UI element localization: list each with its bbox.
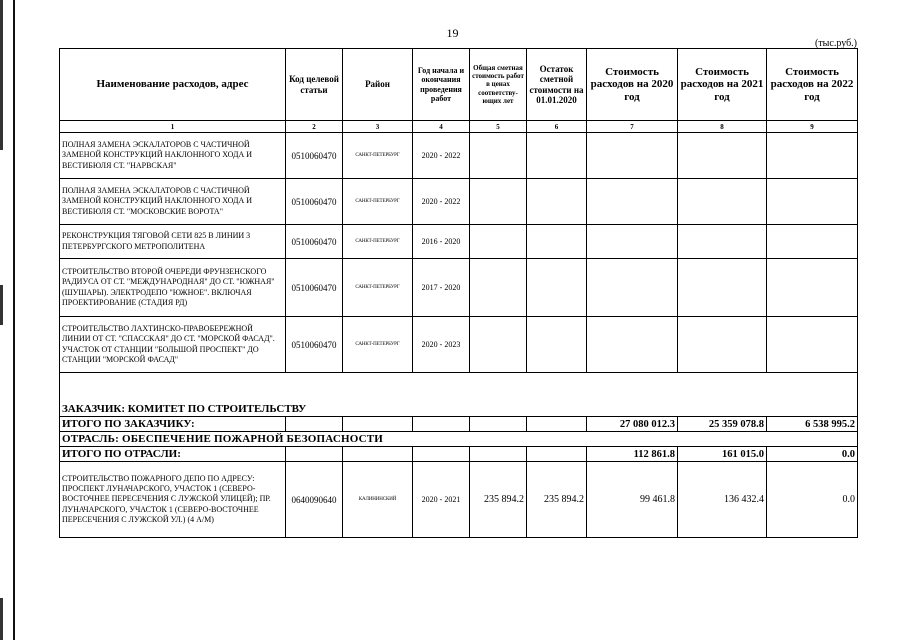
industry-section-row <box>60 432 858 447</box>
header-cost-2020: Стоимость расходов на 2020 год <box>587 49 678 121</box>
expenses-table <box>59 48 858 538</box>
empty-cell <box>527 179 587 225</box>
empty-cell <box>470 259 527 317</box>
empty-cell <box>767 179 858 225</box>
empty-cell <box>767 259 858 317</box>
table-row <box>60 317 858 373</box>
row-district: САНКТ-ПЕТЕРБУРГ <box>343 317 413 373</box>
row-code: 0510060470 <box>286 259 343 317</box>
industry-total-label: ИТОГО ПО ОТРАСЛИ: <box>60 447 286 462</box>
row-name: СТРОИТЕЛЬСТВО ПОЖАРНОГО ДЕПО ПО АДРЕСУ: ПРОСПЕКТ ЛУНАЧАРСКОГО, УЧАСТОК 1 (СЕВЕРО-ВОСТОЧНЕЕ ПЕРЕСЕЧЕНИЯ С ЛУЖСКОЙ УЛИЦЕЙ); ПР. ЛУНАЧАРСКОГО, УЧАСТОК 1 (СЕВЕРО-ВОСТОЧНЕЕ ПЕРЕСЕЧЕНИЯ С ЛУЖСКОЙ УЛ.) (4 А/М) <box>60 462 286 538</box>
customer-label: ЗАКАЗЧИК: КОМИТЕТ ПО СТРОИТЕЛЬСТВУ <box>60 373 858 417</box>
column-number: 9 <box>767 121 858 133</box>
row-district: САНКТ-ПЕТЕРБУРГ <box>343 133 413 179</box>
empty-cell <box>527 225 587 259</box>
empty-cell <box>527 447 587 462</box>
industry-total-row <box>60 447 858 462</box>
customer-total-2020: 27 080 012.3 <box>587 417 678 432</box>
header-name: Наименование расходов, адрес <box>60 49 286 121</box>
column-number: 4 <box>413 121 470 133</box>
empty-cell <box>527 259 587 317</box>
header-years: Год начала и окончания проведения работ <box>413 49 470 121</box>
row-years: 2020 - 2022 <box>413 179 470 225</box>
customer-total-2021: 25 359 078.8 <box>678 417 767 432</box>
industry-label: ОТРАСЛЬ: ОБЕСПЕЧЕНИЕ ПОЖАРНОЙ БЕЗОПАСНОСТИ <box>60 432 858 447</box>
empty-cell <box>470 447 527 462</box>
empty-cell <box>343 447 413 462</box>
row-years: 2020 - 2023 <box>413 317 470 373</box>
row-code: 0510060470 <box>286 317 343 373</box>
column-number: 2 <box>286 121 343 133</box>
empty-cell <box>678 317 767 373</box>
customer-total-2022: 6 538 995.2 <box>767 417 858 432</box>
row-years: 2020 - 2022 <box>413 133 470 179</box>
row-cost-2021: 136 432.4 <box>678 462 767 538</box>
header-cost-2022: Стоимость расходов на 2022 год <box>767 49 858 121</box>
empty-cell <box>587 317 678 373</box>
header-remaining: Остаток сметной стоимости на 01.01.2020 <box>527 49 587 121</box>
row-code: 0510060470 <box>286 133 343 179</box>
row-name: ПОЛНАЯ ЗАМЕНА ЭСКАЛАТОРОВ С ЧАСТИЧНОЙ ЗАМЕНОЙ КОНСТРУКЦИЙ НАКЛОННОГО ХОДА И ВЕСТИБЮЛЯ СТ. "НАРВСКАЯ" <box>60 133 286 179</box>
empty-cell <box>470 179 527 225</box>
table-row <box>60 462 858 538</box>
empty-cell <box>470 317 527 373</box>
empty-cell <box>678 133 767 179</box>
header-code: Код целевой статьи <box>286 49 343 121</box>
scan-edge-shadow <box>0 0 3 150</box>
row-years: 2017 - 2020 <box>413 259 470 317</box>
empty-cell <box>470 225 527 259</box>
row-name: СТРОИТЕЛЬСТВО ВТОРОЙ ОЧЕРЕДИ ФРУНЗЕНСКОГО РАДИУСА ОТ СТ. "МЕЖДУНАРОДНАЯ" ДО СТ. "ЮЖНАЯ" (ШУШАРЫ). ЭЛЕКТРОДЕПО "ЮЖНОЕ". ВКЛЮЧАЯ ПРОЕКТИРОВАНИЕ (СТАДИЯ РД) <box>60 259 286 317</box>
page-number: 19 <box>446 26 459 40</box>
row-district: САНКТ-ПЕТЕРБУРГ <box>343 259 413 317</box>
row-name: РЕКОНСТРУКЦИЯ ТЯГОВОЙ СЕТИ 825 В ЛИНИИ 3 ПЕТЕРБУРГСКОГО МЕТРОПОЛИТЕНА <box>60 225 286 259</box>
empty-cell <box>413 417 470 432</box>
table-row <box>60 179 858 225</box>
empty-cell <box>286 417 343 432</box>
row-remaining: 235 894.2 <box>527 462 587 538</box>
row-total-cost: 235 894.2 <box>470 462 527 538</box>
customer-total-label: ИТОГО ПО ЗАКАЗЧИКУ: <box>60 417 286 432</box>
empty-cell <box>587 259 678 317</box>
row-code: 0510060470 <box>286 179 343 225</box>
column-number: 5 <box>470 121 527 133</box>
empty-cell <box>527 133 587 179</box>
scan-edge-shadow <box>0 285 3 325</box>
empty-cell <box>678 259 767 317</box>
industry-total-2020: 112 861.8 <box>587 447 678 462</box>
row-name: ПОЛНАЯ ЗАМЕНА ЭСКАЛАТОРОВ С ЧАСТИЧНОЙ ЗАМЕНОЙ КОНСТРУКЦИЙ НАКЛОННОГО ХОДА И ВЕСТИБЮЛЯ СТ. "МОСКОВСКИЕ ВОРОТА" <box>60 179 286 225</box>
industry-total-2021: 161 015.0 <box>678 447 767 462</box>
row-years: 2016 - 2020 <box>413 225 470 259</box>
empty-cell <box>527 417 587 432</box>
scan-edge-shadow <box>0 598 3 640</box>
header-row <box>60 49 858 121</box>
customer-total-row <box>60 417 858 432</box>
column-number: 7 <box>587 121 678 133</box>
row-code: 0510060470 <box>286 225 343 259</box>
empty-cell <box>678 179 767 225</box>
empty-cell <box>587 133 678 179</box>
table-row <box>60 133 858 179</box>
empty-cell <box>470 133 527 179</box>
empty-cell <box>678 225 767 259</box>
column-number-row <box>60 121 858 133</box>
row-years: 2020 - 2021 <box>413 462 470 538</box>
page-edge-line <box>13 0 15 640</box>
row-name: СТРОИТЕЛЬСТВО ЛАХТИНСКО-ПРАВОБЕРЕЖНОЙ ЛИНИИ ОТ СТ. "СПАССКАЯ" ДО СТ. "МОРСКОЙ ФАСАД". УЧАСТОК ОТ СТАНЦИИ "БОЛЬШОЙ ПРОСПЕКТ" ДО СТАНЦИИ "МОРСКОЙ ФАСАД" <box>60 317 286 373</box>
empty-cell <box>527 317 587 373</box>
row-cost-2020: 99 461.8 <box>587 462 678 538</box>
row-district: КАЛИНИНСКИЙ <box>343 462 413 538</box>
column-number: 8 <box>678 121 767 133</box>
empty-cell <box>470 417 527 432</box>
empty-cell <box>767 317 858 373</box>
row-district: САНКТ-ПЕТЕРБУРГ <box>343 179 413 225</box>
column-number: 1 <box>60 121 286 133</box>
row-cost-2022: 0.0 <box>767 462 858 538</box>
column-number: 3 <box>343 121 413 133</box>
empty-cell <box>587 179 678 225</box>
row-code: 0640090640 <box>286 462 343 538</box>
empty-cell <box>286 447 343 462</box>
empty-cell <box>767 133 858 179</box>
empty-cell <box>413 447 470 462</box>
column-number: 6 <box>527 121 587 133</box>
header-cost-2021: Стоимость расходов на 2021 год <box>678 49 767 121</box>
table-row <box>60 259 858 317</box>
empty-cell <box>343 417 413 432</box>
industry-total-2022: 0.0 <box>767 447 858 462</box>
table-row <box>60 225 858 259</box>
header-total-cost: Общая сметная стоимость работ в ценах соответству-ющих лет <box>470 49 527 121</box>
empty-cell <box>767 225 858 259</box>
customer-section-row <box>60 373 858 417</box>
row-district: САНКТ-ПЕТЕРБУРГ <box>343 225 413 259</box>
empty-cell <box>587 225 678 259</box>
unit-label: (тыс.руб.) <box>814 38 857 49</box>
header-district: Район <box>343 49 413 121</box>
